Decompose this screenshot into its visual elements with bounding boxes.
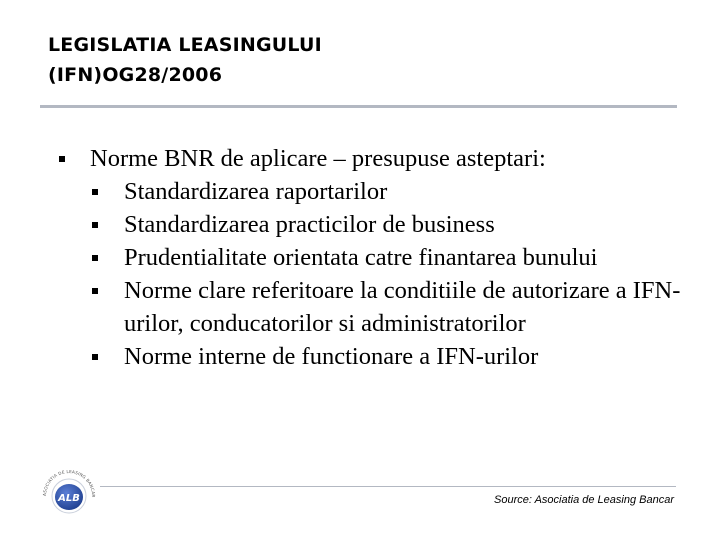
sub-bullet-item <box>56 175 696 208</box>
square-bullet-icon <box>92 354 98 360</box>
sub-bullet-text: Norme interne de functionare a IFN-urilor <box>124 343 539 370</box>
sub-bullet-text: Standardizarea practicilor de business <box>124 211 495 238</box>
main-bullet-text: Norme BNR de aplicare – presupuse asteptari: <box>90 145 546 172</box>
sub-bullet-item <box>56 340 696 373</box>
sub-bullet-text: Prudentialitate orientata catre finantarea bunului <box>124 244 598 271</box>
square-bullet-icon <box>92 222 98 228</box>
square-bullet-icon <box>92 255 98 261</box>
square-bullet-icon <box>92 288 98 294</box>
alb-logo-icon <box>36 462 102 522</box>
sub-bullet-item <box>56 274 696 340</box>
logo-text: ALB <box>58 493 80 504</box>
sub-bullet-item <box>56 241 696 274</box>
sub-bullet-text: Standardizarea raportarilor <box>124 178 388 205</box>
slide-title-line-2: (IFN)OG28/2006 <box>48 64 223 86</box>
slide-title <box>48 30 322 90</box>
square-bullet-icon <box>59 156 65 162</box>
source-caption: Source: Asociatia de Leasing Bancar <box>494 494 674 506</box>
title-divider <box>40 105 677 108</box>
footer-divider <box>100 486 676 487</box>
main-bullet-item <box>56 142 696 175</box>
bullet-list <box>56 142 696 373</box>
slide-title-line-1: LEGISLATIA LEASINGULUI <box>48 34 322 56</box>
logo-ring-text: ASOCIATIA DE LEASING BANCAR <box>41 468 97 498</box>
sub-bullet-text: Norme clare referitoare la conditiile de autorizare a IFN-urilor, conducatorilor si administratorilor <box>124 277 681 337</box>
square-bullet-icon <box>92 189 98 195</box>
sub-bullet-item <box>56 208 696 241</box>
